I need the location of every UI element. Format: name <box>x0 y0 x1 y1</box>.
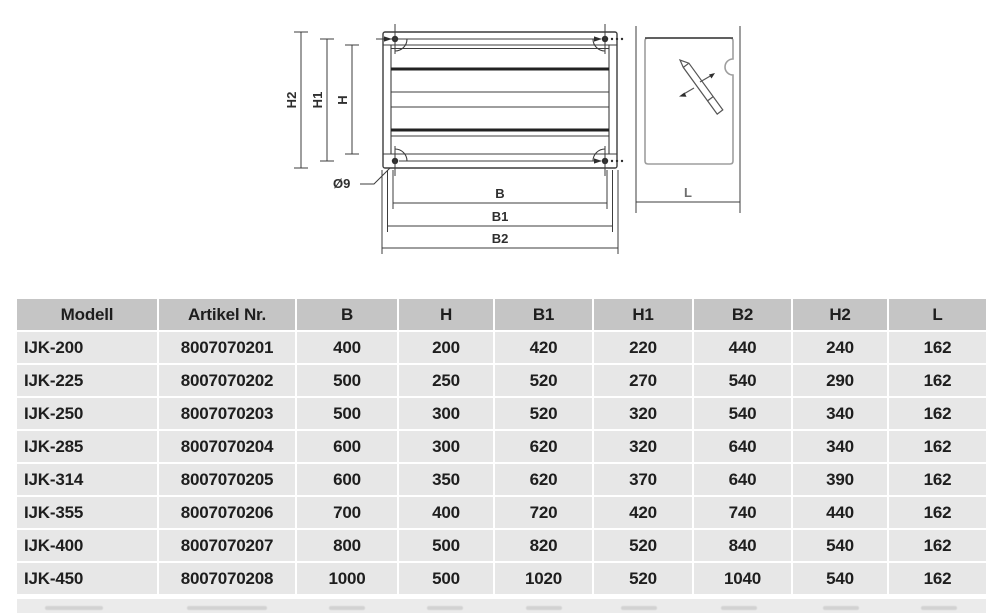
value-cell: 440 <box>793 497 887 528</box>
value-cell: 600 <box>297 464 397 495</box>
value-cell: 440 <box>694 332 791 363</box>
value-cell: 162 <box>889 398 986 429</box>
value-cell: 500 <box>399 563 493 594</box>
value-cell: 520 <box>594 530 692 561</box>
value-cell: 220 <box>594 332 692 363</box>
value-cell: 540 <box>793 530 887 561</box>
value-cell: 700 <box>297 497 397 528</box>
value-cell: 520 <box>495 365 592 396</box>
height-dimensions <box>284 32 359 168</box>
value-cell: 720 <box>495 497 592 528</box>
table-row <box>17 332 986 363</box>
value-cell: 540 <box>694 398 791 429</box>
value-cell: 162 <box>889 332 986 363</box>
hole-leader-line <box>360 168 390 184</box>
table-row <box>17 464 986 495</box>
value-cell: 240 <box>793 332 887 363</box>
value-cell: 400 <box>399 497 493 528</box>
side-view-body <box>645 38 733 164</box>
value-cell: 8007070205 <box>159 464 295 495</box>
column-header-b1: B1 <box>495 299 592 330</box>
column-header-b2: B2 <box>694 299 791 330</box>
table-row <box>17 365 986 396</box>
model-cell: IJK-450 <box>17 563 157 594</box>
value-cell: 520 <box>594 563 692 594</box>
value-cell: 340 <box>793 398 887 429</box>
value-cell: 340 <box>793 431 887 462</box>
value-cell: 8007070204 <box>159 431 295 462</box>
model-cell: IJK-400 <box>17 530 157 561</box>
value-cell: 300 <box>399 431 493 462</box>
value-cell: 8007070203 <box>159 398 295 429</box>
value-cell: 162 <box>889 431 986 462</box>
model-cell: IJK-314 <box>17 464 157 495</box>
value-cell: 290 <box>793 365 887 396</box>
value-cell: 8007070207 <box>159 530 295 561</box>
value-cell: 1040 <box>694 563 791 594</box>
value-cell: 500 <box>399 530 493 561</box>
model-cell: IJK-225 <box>17 365 157 396</box>
dim-label-b1: B1 <box>491 209 509 224</box>
dim-label-h: H <box>335 95 350 105</box>
value-cell: 320 <box>594 431 692 462</box>
column-header-h1: H1 <box>594 299 692 330</box>
dim-label-b2: B2 <box>491 231 509 246</box>
value-cell: 620 <box>495 464 592 495</box>
value-cell: 620 <box>495 431 592 462</box>
value-cell: 8007070206 <box>159 497 295 528</box>
technical-drawing <box>280 0 760 260</box>
dim-label-b: B <box>495 186 505 201</box>
value-cell: 640 <box>694 431 791 462</box>
table-row <box>17 530 986 561</box>
table-row <box>17 431 986 462</box>
table-header-row <box>17 299 986 330</box>
value-cell: 270 <box>594 365 692 396</box>
column-header-modell: Modell <box>17 299 157 330</box>
model-cell: IJK-355 <box>17 497 157 528</box>
value-cell: 740 <box>694 497 791 528</box>
value-cell: 350 <box>399 464 493 495</box>
value-cell: 540 <box>694 365 791 396</box>
column-header-h: H <box>399 299 493 330</box>
column-header-h2: H2 <box>793 299 887 330</box>
value-cell: 162 <box>889 464 986 495</box>
column-header-l: L <box>889 299 986 330</box>
value-cell: 540 <box>793 563 887 594</box>
table-row <box>17 398 986 429</box>
table-row <box>17 497 986 528</box>
table-row <box>17 563 986 594</box>
value-cell: 8007070201 <box>159 332 295 363</box>
dim-label-l: L <box>684 185 692 200</box>
model-cell: IJK-285 <box>17 431 157 462</box>
hole-diameter-label: Ø9 <box>333 176 351 191</box>
value-cell: 390 <box>793 464 887 495</box>
value-cell: 8007070208 <box>159 563 295 594</box>
model-cell: IJK-250 <box>17 398 157 429</box>
value-cell: 1020 <box>495 563 592 594</box>
value-cell: 800 <box>297 530 397 561</box>
value-cell: 1000 <box>297 563 397 594</box>
value-cell: 162 <box>889 530 986 561</box>
value-cell: 500 <box>297 398 397 429</box>
value-cell: 370 <box>594 464 692 495</box>
value-cell: 500 <box>297 365 397 396</box>
damper-side-view <box>636 26 740 213</box>
column-header-artikel-nr: Artikel Nr. <box>159 299 295 330</box>
value-cell: 600 <box>297 431 397 462</box>
value-cell: 200 <box>399 332 493 363</box>
dimensions-table <box>15 297 988 596</box>
front-view-outline <box>383 32 617 168</box>
value-cell: 640 <box>694 464 791 495</box>
model-cell: IJK-200 <box>17 332 157 363</box>
value-cell: 162 <box>889 365 986 396</box>
value-cell: 250 <box>399 365 493 396</box>
value-cell: 162 <box>889 563 986 594</box>
value-cell: 420 <box>594 497 692 528</box>
damper-front-view <box>376 24 623 176</box>
value-cell: 820 <box>495 530 592 561</box>
value-cell: 162 <box>889 497 986 528</box>
column-header-b: B <box>297 299 397 330</box>
value-cell: 520 <box>495 398 592 429</box>
dim-label-h1: H1 <box>310 91 325 109</box>
value-cell: 840 <box>694 530 791 561</box>
value-cell: 420 <box>495 332 592 363</box>
value-cell: 8007070202 <box>159 365 295 396</box>
value-cell: 400 <box>297 332 397 363</box>
dim-label-h2: H2 <box>284 91 299 109</box>
value-cell: 320 <box>594 398 692 429</box>
width-dimensions <box>333 168 618 254</box>
value-cell: 300 <box>399 398 493 429</box>
cutoff-table-row <box>17 599 986 613</box>
